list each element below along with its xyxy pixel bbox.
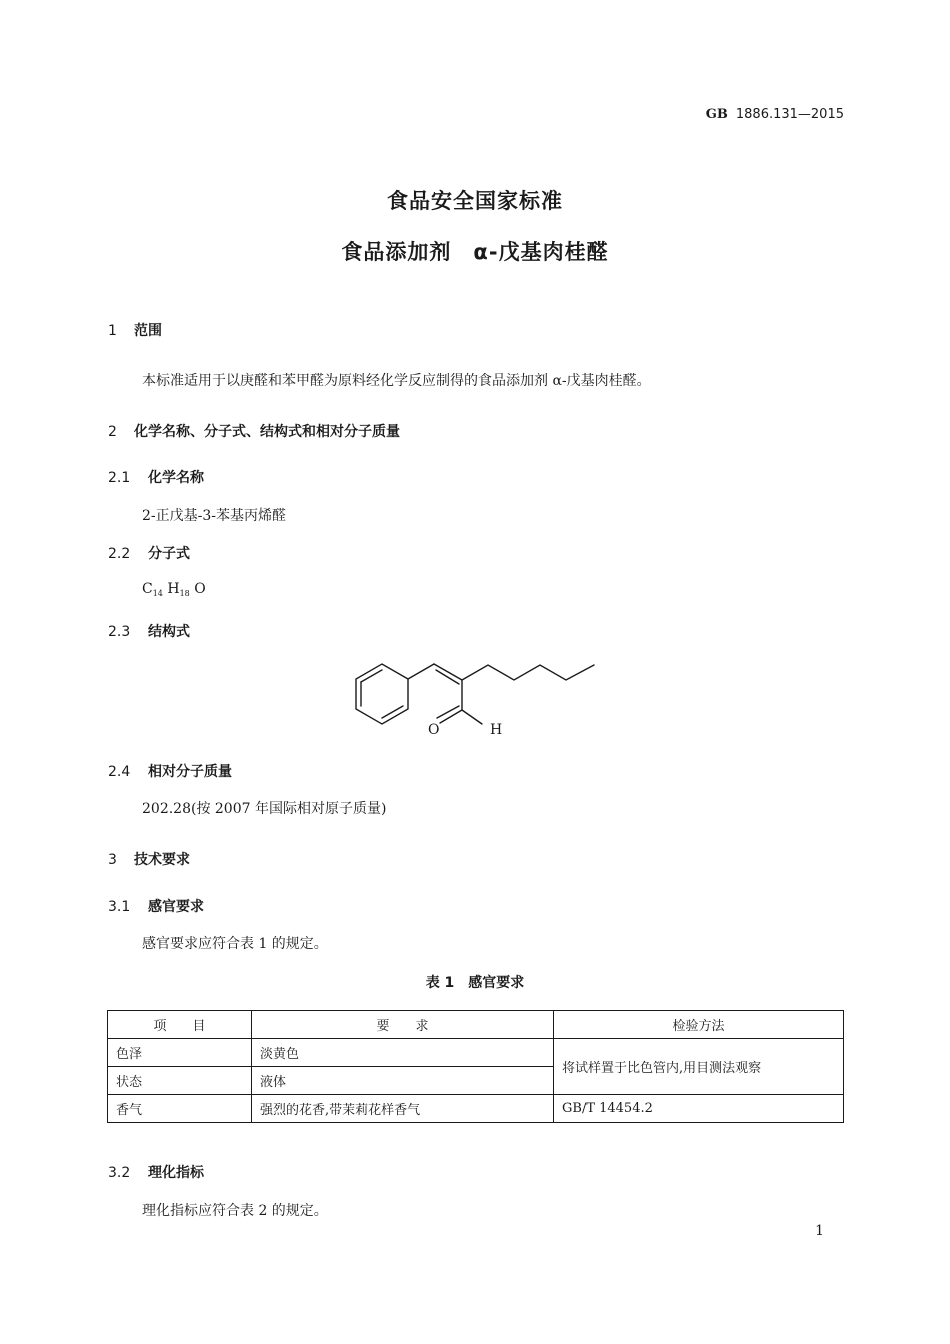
section-title: 结构式 bbox=[148, 624, 190, 640]
section-3-2-heading bbox=[108, 1162, 204, 1182]
section-title: 理化指标 bbox=[148, 1165, 204, 1181]
header-test-method: 检验方法 bbox=[554, 1011, 844, 1039]
section-number: 1 bbox=[108, 323, 117, 339]
cell-requirement: 淡黄色 bbox=[252, 1039, 554, 1067]
cell-item: 香气 bbox=[108, 1095, 252, 1123]
section-number: 2.3 bbox=[108, 624, 131, 640]
formula-h-sub: 18 bbox=[179, 589, 190, 598]
page-number: 1 bbox=[815, 1223, 824, 1239]
section-number: 2.2 bbox=[108, 546, 131, 562]
benzene-ring bbox=[356, 664, 408, 724]
section-title: 感官要求 bbox=[148, 899, 204, 915]
section-title: 相对分子质量 bbox=[148, 764, 232, 780]
section-title: 范围 bbox=[134, 323, 162, 339]
cell-item: 状态 bbox=[108, 1067, 252, 1095]
section-title: 分子式 bbox=[148, 546, 190, 562]
molecular-mass: 202.28(按 2007 年国际相对原子质量) bbox=[142, 801, 387, 817]
cell-item: 色泽 bbox=[108, 1039, 252, 1067]
section-2-4-heading bbox=[108, 761, 232, 781]
section-3-2-text: 理化指标应符合表 2 的规定。 bbox=[142, 1203, 328, 1219]
bond bbox=[408, 664, 434, 679]
section-1-heading bbox=[108, 320, 162, 340]
section-number: 3.1 bbox=[108, 899, 131, 915]
standard-code bbox=[706, 107, 844, 122]
chemical-name: 2-正戊基-3-苯基丙烯醛 bbox=[142, 508, 287, 524]
section-3-heading bbox=[108, 849, 190, 869]
cell-requirement: 液体 bbox=[252, 1067, 554, 1095]
pentyl-chain bbox=[462, 665, 594, 680]
main-title: 食品安全国家标准 bbox=[387, 189, 563, 213]
carbonyl-bond bbox=[437, 706, 459, 718]
aromatic-bond bbox=[361, 670, 382, 682]
table-1-caption: 表 1 感官要求 bbox=[425, 975, 525, 991]
header-item: 项 目 bbox=[108, 1011, 252, 1039]
bond bbox=[462, 710, 482, 724]
section-2-3-heading bbox=[108, 621, 190, 641]
section-title: 化学名称 bbox=[148, 470, 204, 486]
section-title: 化学名称、分子式、结构式和相对分子质量 bbox=[134, 424, 400, 440]
section-2-2-heading bbox=[108, 543, 190, 563]
cell-test-method: 将试样置于比色管内,用目测法观察 bbox=[554, 1039, 844, 1095]
formula-h: H bbox=[167, 581, 180, 597]
section-3-1-heading bbox=[108, 896, 204, 916]
cell-test-method: GB/T 14454.2 bbox=[554, 1095, 844, 1123]
section-number: 3.2 bbox=[108, 1165, 131, 1181]
sub-title: 食品添加剂 α-戊基肉桂醛 bbox=[341, 240, 609, 264]
formula-c-sub: 14 bbox=[152, 589, 163, 598]
table-row bbox=[108, 1095, 844, 1123]
section-3-1-text: 感官要求应符合表 1 的规定。 bbox=[142, 936, 328, 952]
table-header-row bbox=[108, 1011, 844, 1039]
aromatic-bond bbox=[382, 706, 403, 718]
table-row bbox=[108, 1039, 844, 1067]
header-requirement: 要 求 bbox=[252, 1011, 554, 1039]
section-number: 3 bbox=[108, 852, 117, 868]
structural-formula bbox=[340, 650, 610, 750]
formula-c: C bbox=[142, 581, 153, 597]
atom-hydrogen: H bbox=[490, 722, 503, 738]
standard-number: 1886.131—2015 bbox=[735, 107, 844, 122]
section-2-heading bbox=[108, 421, 400, 441]
section-1-text: 本标准适用于以庚醛和苯甲醛为原料经化学反应制得的食品添加剂 α-戊基肉桂醛。 bbox=[142, 373, 651, 389]
atom-oxygen: O bbox=[428, 722, 440, 738]
section-title: 技术要求 bbox=[134, 852, 190, 868]
formula-o: O bbox=[194, 581, 206, 597]
sensory-requirements-table bbox=[107, 1010, 844, 1123]
standard-prefix: GB bbox=[705, 107, 728, 122]
section-number: 2.1 bbox=[108, 470, 131, 486]
section-2-1-heading bbox=[108, 467, 204, 487]
section-number: 2.4 bbox=[108, 764, 131, 780]
molecular-formula bbox=[142, 581, 206, 598]
carbonyl-bond bbox=[440, 710, 462, 723]
section-number: 2 bbox=[108, 424, 117, 440]
cell-requirement: 强烈的花香,带茉莉花样香气 bbox=[252, 1095, 554, 1123]
